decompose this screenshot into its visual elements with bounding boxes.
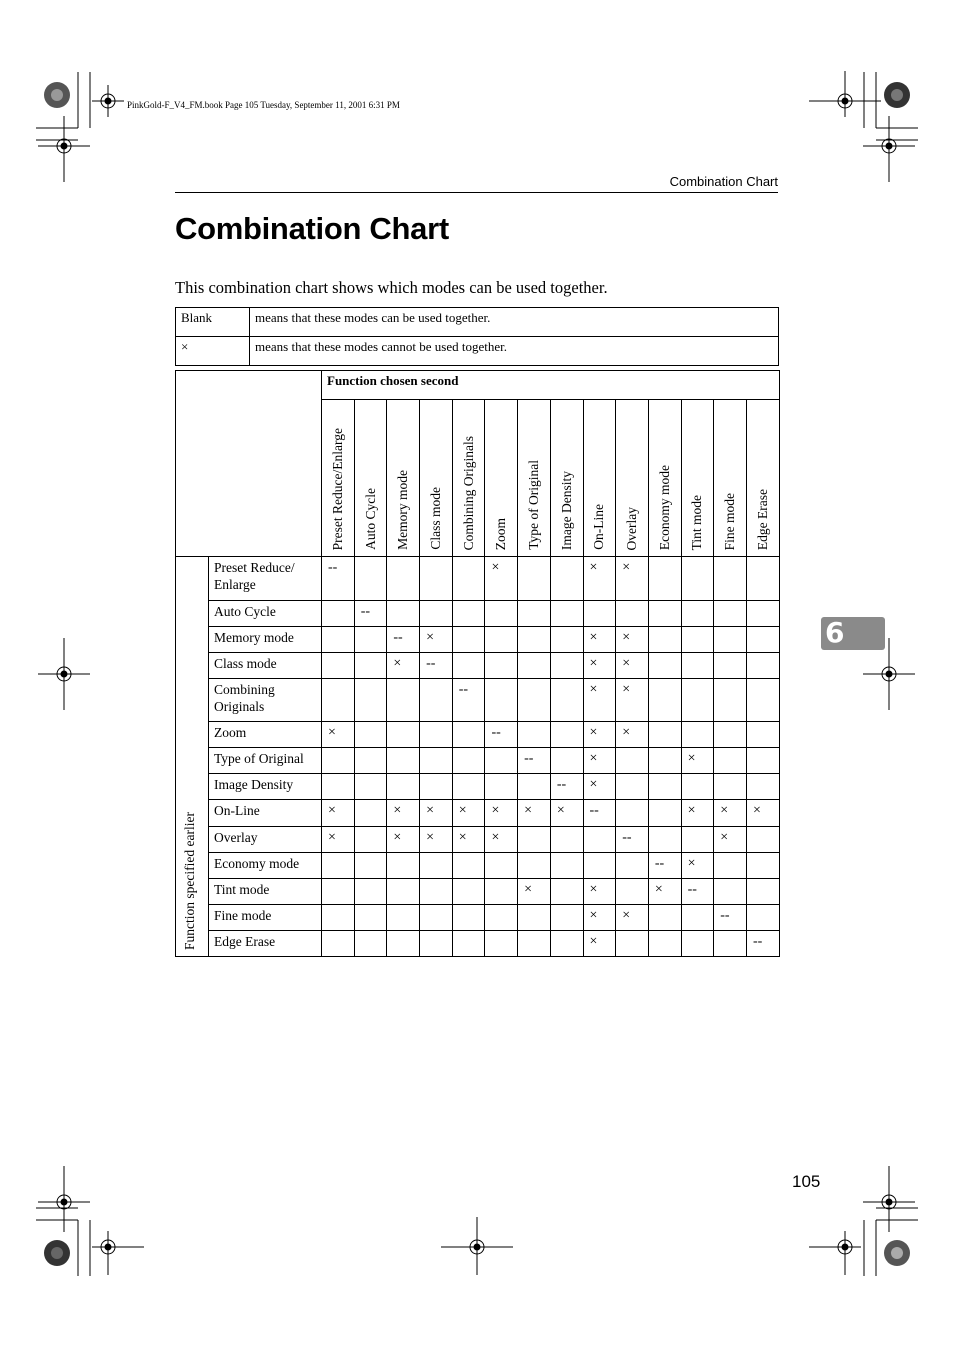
table-cell [485, 601, 518, 627]
table-cell [746, 774, 779, 800]
row-label: Auto Cycle [209, 601, 322, 627]
row-label: Tint mode [209, 879, 322, 905]
table-cell [746, 679, 779, 722]
intro-paragraph: This combination chart shows which modes can be used together. [175, 278, 608, 297]
table-cell: × [452, 800, 485, 827]
column-header [485, 400, 518, 557]
table-cell [452, 557, 485, 601]
table-cell [354, 879, 387, 905]
table-cell [746, 879, 779, 905]
column-header-label: Auto Cycle [362, 488, 378, 550]
table-cell: × [616, 653, 649, 679]
table-cell: -- [354, 601, 387, 627]
table-row [176, 601, 780, 627]
row-label: Class mode [209, 653, 322, 679]
column-header [583, 400, 616, 557]
table-cell: × [583, 557, 616, 601]
table-cell [354, 679, 387, 722]
table-cell [518, 601, 551, 627]
table-cell [452, 905, 485, 931]
row-label: Memory mode [209, 627, 322, 653]
table-cell [452, 722, 485, 748]
table-cell [452, 879, 485, 905]
table-cell [518, 827, 551, 853]
table-row [176, 774, 780, 800]
table-cell: × [452, 827, 485, 853]
table-cell: × [681, 748, 714, 774]
chart-corner-cell [176, 371, 322, 557]
table-cell: × [616, 722, 649, 748]
table-cell [518, 931, 551, 957]
table-cell: × [681, 853, 714, 879]
table-cell [616, 774, 649, 800]
table-cell: × [550, 800, 583, 827]
table-cell [648, 905, 681, 931]
printer-slug-line: PinkGold-F_V4_FM.book Page 105 Tuesday, September 11, 2001 6:31 PM [127, 100, 400, 110]
table-cell [322, 748, 355, 774]
table-cell [354, 931, 387, 957]
table-cell [550, 879, 583, 905]
table-cell [681, 722, 714, 748]
column-header-label: Type of Original [525, 460, 541, 550]
table-cell [746, 601, 779, 627]
table-cell: × [485, 827, 518, 853]
table-row [176, 931, 780, 957]
table-cell [354, 774, 387, 800]
table-cell: -- [387, 627, 420, 653]
legend-row [176, 308, 779, 337]
table-row [176, 557, 780, 601]
table-cell [550, 557, 583, 601]
table-cell [583, 601, 616, 627]
table-cell [583, 853, 616, 879]
table-cell: × [583, 627, 616, 653]
table-cell [485, 879, 518, 905]
table-cell: × [322, 827, 355, 853]
table-cell [322, 905, 355, 931]
table-cell [616, 853, 649, 879]
table-cell [616, 601, 649, 627]
table-cell [550, 653, 583, 679]
table-cell [452, 774, 485, 800]
row-label: Combining Originals [209, 679, 322, 722]
table-cell [714, 653, 747, 679]
table-cell [354, 827, 387, 853]
table-cell [322, 653, 355, 679]
table-cell [518, 679, 551, 722]
table-cell [714, 748, 747, 774]
table-cell: × [746, 800, 779, 827]
table-cell [322, 931, 355, 957]
legend-meaning: means that these modes can be used together. [250, 308, 779, 337]
table-cell [746, 905, 779, 931]
table-cell: × [322, 800, 355, 827]
table-cell [550, 905, 583, 931]
column-header-label: On-Line [591, 504, 607, 550]
table-cell: -- [452, 679, 485, 722]
table-cell [681, 827, 714, 853]
table-cell [616, 931, 649, 957]
table-cell [354, 722, 387, 748]
table-cell [550, 748, 583, 774]
table-cell [387, 879, 420, 905]
table-cell [583, 827, 616, 853]
column-header-label: Class mode [427, 487, 443, 550]
table-cell [714, 774, 747, 800]
table-cell: × [583, 722, 616, 748]
table-cell [485, 627, 518, 653]
table-cell [746, 827, 779, 853]
table-cell [485, 748, 518, 774]
table-cell [485, 774, 518, 800]
table-cell [518, 905, 551, 931]
table-cell: × [583, 905, 616, 931]
table-cell [322, 774, 355, 800]
running-header: Combination Chart [669, 174, 778, 189]
table-cell [648, 601, 681, 627]
table-cell [420, 853, 453, 879]
table-cell: × [714, 800, 747, 827]
table-cell: -- [616, 827, 649, 853]
row-label: Image Density [209, 774, 322, 800]
row-label: Economy mode [209, 853, 322, 879]
table-cell [550, 722, 583, 748]
table-cell: × [616, 627, 649, 653]
header-rule [175, 192, 778, 193]
table-cell [746, 557, 779, 601]
table-cell [681, 557, 714, 601]
table-cell [485, 679, 518, 722]
table-cell [387, 748, 420, 774]
table-cell: × [648, 879, 681, 905]
table-row [176, 905, 780, 931]
table-cell [648, 679, 681, 722]
table-cell [681, 774, 714, 800]
column-header-label: Preset Reduce/Enlarge [329, 427, 345, 550]
table-cell [616, 879, 649, 905]
table-cell [354, 905, 387, 931]
table-cell: × [387, 827, 420, 853]
column-header [550, 400, 583, 557]
table-cell: × [387, 800, 420, 827]
table-cell [420, 774, 453, 800]
table-cell: × [616, 905, 649, 931]
table-cell: -- [518, 748, 551, 774]
function-chosen-second-header: Function chosen second [322, 371, 780, 400]
table-cell [354, 557, 387, 601]
table-cell [387, 722, 420, 748]
table-cell: × [485, 557, 518, 601]
chapter-number: 6 [825, 616, 845, 649]
table-cell [681, 653, 714, 679]
column-header [714, 400, 747, 557]
table-row [176, 627, 780, 653]
column-header-label: Fine mode [722, 492, 738, 550]
column-header [518, 400, 551, 557]
table-cell [420, 905, 453, 931]
table-cell [550, 601, 583, 627]
column-header-label: Tint mode [689, 494, 705, 550]
table-cell [550, 853, 583, 879]
table-cell [420, 557, 453, 601]
table-cell: × [681, 800, 714, 827]
table-cell [518, 853, 551, 879]
table-cell [681, 931, 714, 957]
table-cell [518, 774, 551, 800]
table-cell [648, 722, 681, 748]
table-cell [648, 931, 681, 957]
table-cell [452, 627, 485, 653]
legend-symbol: × [176, 337, 250, 366]
legend-table [175, 307, 779, 366]
table-row [176, 879, 780, 905]
table-cell [746, 853, 779, 879]
table-cell [322, 853, 355, 879]
table-cell [485, 931, 518, 957]
table-cell [648, 774, 681, 800]
table-cell [322, 879, 355, 905]
legend-row [176, 337, 779, 366]
row-label: Preset Reduce/ Enlarge [209, 557, 322, 601]
table-cell [518, 557, 551, 601]
table-cell: × [518, 879, 551, 905]
column-header-label: Overlay [624, 506, 640, 550]
table-cell: × [714, 827, 747, 853]
table-cell [681, 601, 714, 627]
table-row [176, 853, 780, 879]
table-cell [387, 679, 420, 722]
column-header [354, 400, 387, 557]
table-cell [714, 879, 747, 905]
column-header-label: Memory mode [395, 470, 411, 550]
column-header-label: Zoom [493, 517, 509, 550]
table-cell [746, 627, 779, 653]
page-title: Combination Chart [175, 211, 449, 246]
table-cell [322, 601, 355, 627]
combination-chart-table [175, 370, 780, 957]
table-cell [714, 557, 747, 601]
table-cell [681, 627, 714, 653]
table-row [176, 653, 780, 679]
table-cell [452, 601, 485, 627]
table-row [176, 800, 780, 827]
table-cell [387, 557, 420, 601]
table-cell [746, 653, 779, 679]
table-row [176, 679, 780, 722]
table-cell: -- [420, 653, 453, 679]
table-cell: × [387, 653, 420, 679]
table-cell: -- [648, 853, 681, 879]
table-cell [714, 627, 747, 653]
table-cell: × [583, 931, 616, 957]
table-cell: × [616, 557, 649, 601]
column-header [322, 400, 355, 557]
table-cell [746, 748, 779, 774]
column-header [746, 400, 779, 557]
table-cell: -- [485, 722, 518, 748]
column-header-label: Combining Originals [460, 435, 476, 550]
table-cell [714, 679, 747, 722]
row-label: Overlay [209, 827, 322, 853]
table-cell: × [583, 653, 616, 679]
function-specified-earlier-label: Function specified earlier [182, 812, 197, 950]
table-cell [648, 653, 681, 679]
table-cell: -- [681, 879, 714, 905]
table-cell: -- [550, 774, 583, 800]
table-cell [420, 679, 453, 722]
table-cell: × [583, 748, 616, 774]
column-header [681, 400, 714, 557]
column-header [387, 400, 420, 557]
table-cell [648, 627, 681, 653]
table-cell [648, 557, 681, 601]
table-cell [518, 722, 551, 748]
table-cell [387, 601, 420, 627]
table-cell: × [420, 800, 453, 827]
table-cell [714, 853, 747, 879]
table-cell [420, 879, 453, 905]
table-cell [322, 679, 355, 722]
table-cell: × [583, 879, 616, 905]
table-cell: × [485, 800, 518, 827]
table-cell: -- [583, 800, 616, 827]
table-row [176, 748, 780, 774]
table-cell [322, 627, 355, 653]
table-cell [648, 800, 681, 827]
table-cell [616, 748, 649, 774]
table-cell [518, 627, 551, 653]
table-cell [550, 627, 583, 653]
table-cell [420, 601, 453, 627]
table-cell [354, 748, 387, 774]
table-cell [681, 905, 714, 931]
legend-symbol: Blank [176, 308, 250, 337]
table-cell [387, 931, 420, 957]
table-cell [452, 931, 485, 957]
table-cell [616, 800, 649, 827]
table-cell: × [518, 800, 551, 827]
table-cell: -- [322, 557, 355, 601]
table-cell: -- [714, 905, 747, 931]
table-cell [550, 827, 583, 853]
row-label: Zoom [209, 722, 322, 748]
table-cell [354, 627, 387, 653]
column-header-label: Economy mode [656, 464, 672, 550]
table-cell [485, 853, 518, 879]
table-cell [648, 827, 681, 853]
table-cell [387, 853, 420, 879]
row-label: Fine mode [209, 905, 322, 931]
table-cell [420, 722, 453, 748]
chart-header-row [176, 371, 780, 400]
table-cell [485, 653, 518, 679]
table-cell [714, 722, 747, 748]
column-header-label: Image Density [558, 470, 574, 550]
table-cell: × [420, 827, 453, 853]
chapter-tab [821, 617, 885, 650]
table-row [176, 722, 780, 748]
table-cell [387, 774, 420, 800]
table-cell [550, 931, 583, 957]
table-cell [354, 853, 387, 879]
row-label: Edge Erase [209, 931, 322, 957]
table-cell: × [616, 679, 649, 722]
column-header [616, 400, 649, 557]
table-cell [714, 931, 747, 957]
table-cell [485, 905, 518, 931]
table-cell: -- [746, 931, 779, 957]
table-cell [420, 931, 453, 957]
column-header [452, 400, 485, 557]
column-header [648, 400, 681, 557]
table-cell: × [583, 774, 616, 800]
table-cell [452, 853, 485, 879]
legend-meaning: means that these modes cannot be used together. [250, 337, 779, 366]
table-cell [714, 601, 747, 627]
table-row [176, 827, 780, 853]
table-cell: × [583, 679, 616, 722]
column-header-label: Edge Erase [754, 488, 770, 550]
table-cell [452, 748, 485, 774]
table-cell [648, 748, 681, 774]
table-cell: × [420, 627, 453, 653]
table-cell [746, 722, 779, 748]
row-label: Type of Original [209, 748, 322, 774]
table-cell [354, 653, 387, 679]
table-cell: × [322, 722, 355, 748]
table-cell [518, 653, 551, 679]
page-number: 105 [792, 1172, 821, 1191]
table-cell [550, 679, 583, 722]
function-specified-earlier-header [176, 557, 209, 957]
row-label: On-Line [209, 800, 322, 827]
table-cell [681, 679, 714, 722]
table-cell [452, 653, 485, 679]
table-cell [420, 748, 453, 774]
table-cell [354, 800, 387, 827]
table-cell [387, 905, 420, 931]
column-header [420, 400, 453, 557]
